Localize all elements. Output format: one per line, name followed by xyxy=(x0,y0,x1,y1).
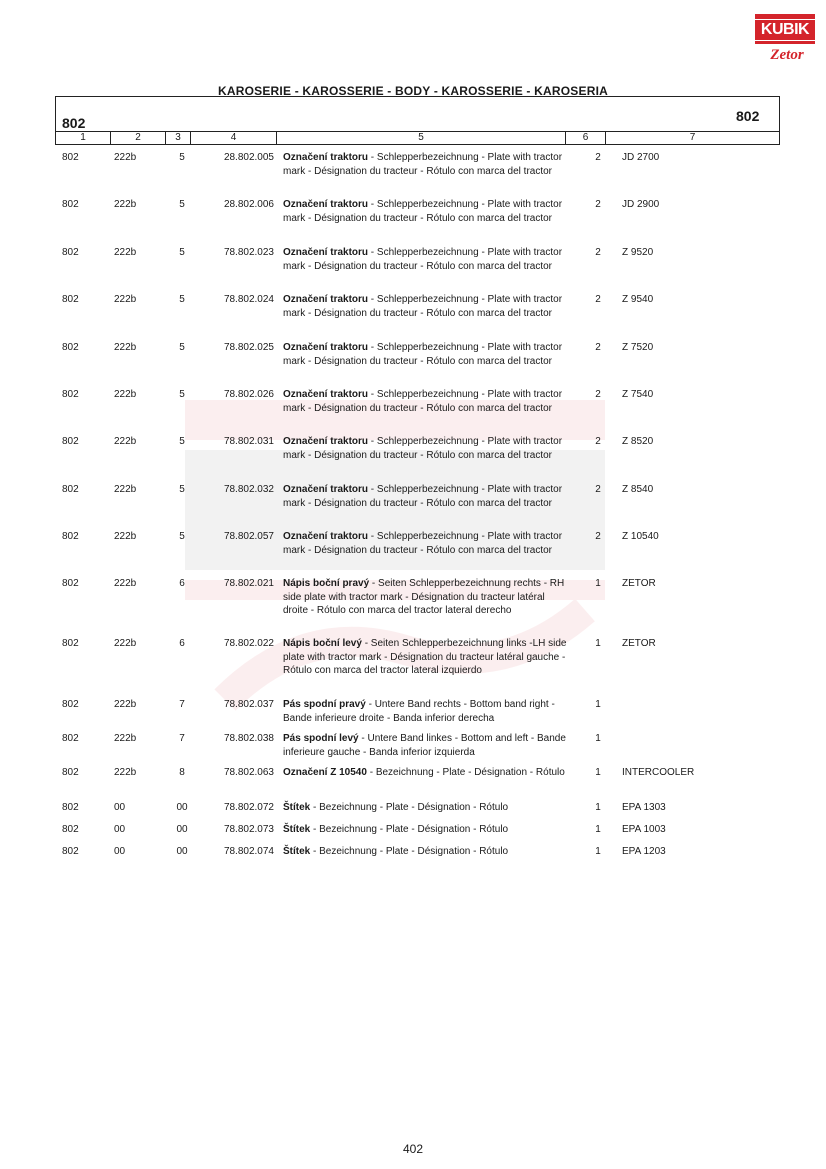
cell-position: 00 xyxy=(176,824,188,835)
cell-quantity: 1 xyxy=(595,638,601,649)
cell-figure: 222b xyxy=(114,436,137,447)
cell-figure: 222b xyxy=(114,484,137,495)
cell-part-number: 78.802.073 xyxy=(223,824,274,835)
cell-position: 5 xyxy=(179,247,185,258)
cell-description xyxy=(283,766,568,780)
description-translations: - Bezeichnung - Plate - Désignation - Rótulo xyxy=(310,846,509,857)
cell-group: 802 xyxy=(62,531,79,542)
cell-group: 802 xyxy=(62,436,79,447)
cell-group: 802 xyxy=(62,824,79,835)
cell-part-number: 78.802.021 xyxy=(223,578,274,589)
logo-sub: Zetor xyxy=(770,47,804,63)
cell-group: 802 xyxy=(62,733,79,744)
column-header-7: 7 xyxy=(689,132,696,143)
cell-quantity: 2 xyxy=(595,531,601,542)
cell-part-number: 78.802.023 xyxy=(223,247,274,258)
cell-figure: 222b xyxy=(114,294,137,305)
cell-position: 5 xyxy=(179,436,185,447)
cell-group: 802 xyxy=(62,389,79,400)
cell-note: Z 8540 xyxy=(622,484,654,495)
group-header-box xyxy=(55,96,780,132)
description-translations: - Schlepperbezeichnung - Plate with tractor mark - Désignation du tracteur - Rótulo con marca del tractor xyxy=(283,531,563,556)
cell-description xyxy=(283,151,568,178)
cell-note: EPA 1003 xyxy=(622,824,666,835)
column-header-3: 3 xyxy=(166,132,191,144)
cell-group: 802 xyxy=(62,846,79,857)
description-translations: - Bezeichnung - Plate - Désignation - Rótulo xyxy=(366,767,565,778)
cell-figure: 222b xyxy=(114,733,137,744)
cell-group: 802 xyxy=(62,578,79,589)
cell-quantity: 2 xyxy=(595,199,601,210)
column-header-2: 2 xyxy=(111,132,166,144)
cell-description xyxy=(283,246,568,273)
cell-figure: 00 xyxy=(114,802,126,813)
kubik-zetor-logo xyxy=(755,14,815,68)
description-name: Štítek xyxy=(283,824,311,835)
cell-quantity: 2 xyxy=(595,342,601,353)
cell-part-number: 78.802.038 xyxy=(223,733,274,744)
column-header-1: 1 xyxy=(56,132,111,144)
cell-position: 00 xyxy=(176,802,188,813)
cell-note: Z 9520 xyxy=(622,247,654,258)
cell-description xyxy=(283,435,568,462)
cell-figure: 222b xyxy=(114,342,137,353)
cell-part-number: 78.802.037 xyxy=(223,699,274,710)
cell-description xyxy=(283,801,568,815)
cell-description xyxy=(283,198,568,225)
cell-description xyxy=(283,483,568,510)
cell-position: 5 xyxy=(179,531,185,542)
cell-quantity: 2 xyxy=(595,294,601,305)
cell-note: JD 2700 xyxy=(622,152,660,163)
description-translations: - Seiten Schlepperbezeichnung rechts - RH side plate with tractor mark - Désignation du tracteur latéral droite - Rótulo con marca del tractor lateral derecho xyxy=(283,578,565,616)
cell-position: 5 xyxy=(179,389,185,400)
cell-position: 5 xyxy=(179,152,185,163)
description-translations: - Untere Band linkes - Bottom and left - Bande inferieure gauche - Banda inferior izquierda xyxy=(283,733,566,758)
description-translations: - Schlepperbezeichnung - Plate with tractor mark - Désignation du tracteur - Rótulo con marca del tractor xyxy=(283,152,563,177)
description-translations: - Schlepperbezeichnung - Plate with tractor mark - Désignation du tracteur - Rótulo con marca del tractor xyxy=(283,436,563,461)
column-header-4: 4 xyxy=(191,132,277,144)
description-translations: - Schlepperbezeichnung - Plate with tractor mark - Désignation du tracteur - Rótulo con marca del tractor xyxy=(283,294,563,319)
cell-part-number: 78.802.072 xyxy=(223,802,274,813)
page-title: KAROSERIE - KAROSSERIE - BODY - KAROSSERIE - KAROSERIA xyxy=(218,84,608,98)
description-name: Štítek xyxy=(283,846,311,857)
cell-figure: 222b xyxy=(114,578,137,589)
cell-quantity: 2 xyxy=(595,436,601,447)
cell-description xyxy=(283,530,568,557)
description-translations: - Schlepperbezeichnung - Plate with tractor mark - Désignation du tracteur - Rótulo con marca del tractor xyxy=(283,342,563,367)
cell-quantity: 1 xyxy=(595,733,601,744)
column-header-row xyxy=(55,131,780,145)
cell-figure: 222b xyxy=(114,199,137,210)
cell-group: 802 xyxy=(62,152,79,163)
cell-figure: 222b xyxy=(114,152,137,163)
cell-figure: 00 xyxy=(114,846,126,857)
description-name: Pás spodní levý xyxy=(283,733,359,744)
cell-note: Z 7540 xyxy=(622,389,654,400)
description-name: Označení traktoru xyxy=(283,342,369,353)
cell-part-number: 78.802.022 xyxy=(223,638,274,649)
description-name: Označení traktoru xyxy=(283,484,369,495)
cell-note: EPA 1203 xyxy=(622,846,666,857)
cell-figure: 222b xyxy=(114,699,137,710)
cell-quantity: 1 xyxy=(595,699,601,710)
cell-description xyxy=(283,845,568,859)
group-number-left: 802 xyxy=(62,115,86,131)
cell-part-number: 78.802.031 xyxy=(223,436,274,447)
cell-part-number: 78.802.026 xyxy=(223,389,274,400)
cell-quantity: 2 xyxy=(595,152,601,163)
cell-position: 5 xyxy=(179,199,185,210)
cell-position: 00 xyxy=(176,846,188,857)
cell-group: 802 xyxy=(62,294,79,305)
cell-quantity: 2 xyxy=(595,389,601,400)
cell-quantity: 2 xyxy=(595,247,601,258)
cell-position: 5 xyxy=(179,484,185,495)
description-name: Označení traktoru xyxy=(283,531,369,542)
cell-part-number: 78.802.063 xyxy=(223,767,274,778)
cell-quantity: 1 xyxy=(595,846,601,857)
cell-position: 5 xyxy=(179,342,185,353)
cell-part-number: 28.802.006 xyxy=(223,199,274,210)
cell-part-number: 78.802.074 xyxy=(223,846,274,857)
description-translations: - Bezeichnung - Plate - Désignation - Rótulo xyxy=(310,824,509,835)
cell-position: 7 xyxy=(179,699,185,710)
cell-description xyxy=(283,577,568,618)
description-translations: - Schlepperbezeichnung - Plate with tractor mark - Désignation du tracteur - Rótulo con marca del tractor xyxy=(283,389,563,414)
cell-part-number: 78.802.024 xyxy=(223,294,274,305)
cell-figure: 00 xyxy=(114,824,126,835)
description-name: Označení traktoru xyxy=(283,247,369,258)
description-name: Označení Z 10540 xyxy=(283,767,367,778)
description-name: Označení traktoru xyxy=(283,152,369,163)
cell-quantity: 1 xyxy=(595,824,601,835)
description-name: Štítek xyxy=(283,802,311,813)
cell-group: 802 xyxy=(62,342,79,353)
description-name: Označení traktoru xyxy=(283,436,369,447)
cell-description xyxy=(283,388,568,415)
cell-description xyxy=(283,637,568,678)
logo-brand: KUBIK xyxy=(755,20,815,40)
cell-position: 5 xyxy=(179,294,185,305)
cell-description xyxy=(283,823,568,837)
cell-part-number: 28.802.005 xyxy=(223,152,274,163)
description-translations: - Schlepperbezeichnung - Plate with tractor mark - Désignation du tracteur - Rótulo con marca del tractor xyxy=(283,247,563,272)
cell-group: 802 xyxy=(62,802,79,813)
description-name: Pás spodní pravý xyxy=(283,699,366,710)
cell-part-number: 78.802.057 xyxy=(223,531,274,542)
cell-figure: 222b xyxy=(114,767,137,778)
description-translations: - Untere Band rechts - Bottom band right - Bande inferieure droite - Banda inferior derecha xyxy=(283,699,555,724)
page-number: 402 xyxy=(402,1142,424,1156)
description-translations: - Schlepperbezeichnung - Plate with tractor mark - Désignation du tracteur - Rótulo con marca del tractor xyxy=(283,484,563,509)
cell-note: Z 10540 xyxy=(622,531,659,542)
cell-group: 802 xyxy=(62,247,79,258)
cell-note: INTERCOOLER xyxy=(622,767,695,778)
cell-figure: 222b xyxy=(114,531,137,542)
cell-group: 802 xyxy=(62,767,79,778)
cell-description xyxy=(283,341,568,368)
cell-figure: 222b xyxy=(114,389,137,400)
description-name: Označení traktoru xyxy=(283,294,369,305)
description-translations: - Bezeichnung - Plate - Désignation - Rótulo xyxy=(310,802,509,813)
cell-group: 802 xyxy=(62,199,79,210)
cell-position: 6 xyxy=(179,638,185,649)
cell-quantity: 1 xyxy=(595,802,601,813)
cell-figure: 222b xyxy=(114,638,137,649)
cell-note: Z 9540 xyxy=(622,294,654,305)
cell-group: 802 xyxy=(62,699,79,710)
cell-group: 802 xyxy=(62,638,79,649)
description-translations: - Schlepperbezeichnung - Plate with tractor mark - Désignation du tracteur - Rótulo con marca del tractor xyxy=(283,199,563,224)
cell-group: 802 xyxy=(62,484,79,495)
cell-quantity: 1 xyxy=(595,767,601,778)
cell-position: 6 xyxy=(179,578,185,589)
description-name: Označení traktoru xyxy=(283,199,369,210)
cell-note: Z 7520 xyxy=(622,342,654,353)
cell-part-number: 78.802.032 xyxy=(223,484,274,495)
cell-position: 7 xyxy=(179,733,185,744)
description-name: Označení traktoru xyxy=(283,389,369,400)
cell-quantity: 1 xyxy=(595,578,601,589)
cell-note: EPA 1303 xyxy=(622,802,666,813)
description-name: Nápis boční pravý xyxy=(283,578,370,589)
column-header-6: 6 xyxy=(566,132,606,144)
column-header-5: 5 xyxy=(277,132,566,144)
description-translations: - Seiten Schlepperbezeichnung links -LH side plate with tractor mark - Désignation du tracteur latéral gauche - Rótulo con marca del tractor lateral izquierdo xyxy=(283,638,567,676)
cell-description xyxy=(283,732,568,759)
cell-quantity: 2 xyxy=(595,484,601,495)
cell-figure: 222b xyxy=(114,247,137,258)
cell-description xyxy=(283,293,568,320)
cell-note: ZETOR xyxy=(622,578,656,589)
group-number-right: 802 xyxy=(736,108,760,124)
cell-note: ZETOR xyxy=(622,638,656,649)
cell-description xyxy=(283,698,568,725)
description-name: Nápis boční levý xyxy=(283,638,362,649)
cell-part-number: 78.802.025 xyxy=(223,342,274,353)
cell-position: 8 xyxy=(179,767,185,778)
cell-note: Z 8520 xyxy=(622,436,654,447)
cell-note: JD 2900 xyxy=(622,199,660,210)
